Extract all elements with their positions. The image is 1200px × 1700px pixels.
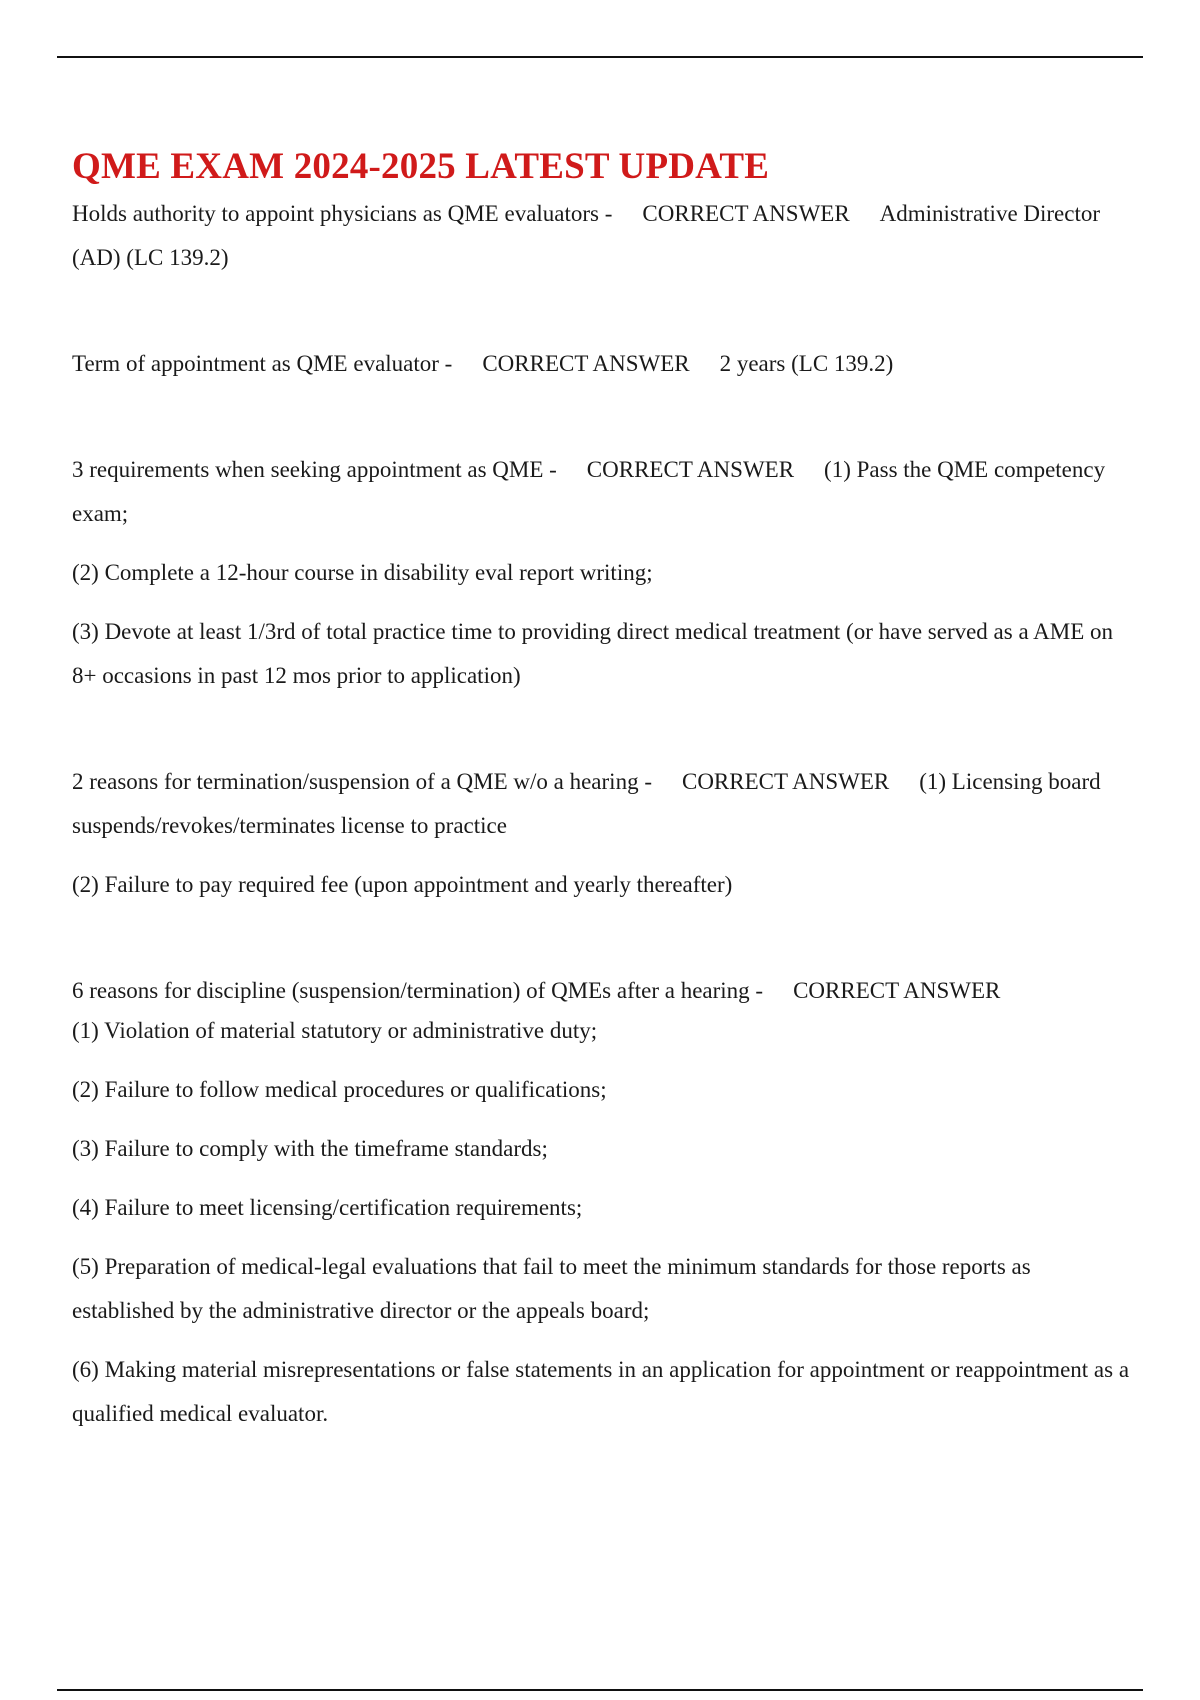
qa-paragraph: [72, 192, 1132, 280]
qa-paragraph: [72, 342, 1132, 386]
question-text: 2 reasons for termination/suspension of a QME w/o a hearing -: [72, 769, 652, 794]
answer-line: (6) Making material misrepresentations or false statements in an application for appointment or reappointment as a qualified medical evaluator.: [72, 1357, 1130, 1426]
correct-answer-marker: CORRECT ANSWER: [793, 978, 1001, 1003]
qa-item-4: [72, 760, 1132, 907]
correct-answer-marker: CORRECT ANSWER: [482, 351, 690, 376]
correct-answer-marker: CORRECT ANSWER: [681, 769, 890, 794]
answer-text: (1) Pass the QME competency exam;: [72, 457, 1106, 526]
answer-text: 2 years (LC 139.2): [719, 351, 894, 376]
qa-item-1: [72, 192, 1132, 280]
question-text: Term of appointment as QME evaluator -: [72, 351, 453, 376]
correct-answer-marker: CORRECT ANSWER: [586, 457, 795, 482]
answer-line: (3) Devote at least 1/3rd of total practice time to providing direct medical treatment (or have served as a AME on 8+ occasions in past 12 mos prior to application): [72, 619, 1114, 688]
qa-paragraph: [72, 448, 1132, 536]
qa-paragraph: [72, 760, 1132, 848]
question-text: 6 reasons for discipline (suspension/termination) of QMEs after a hearing -: [72, 978, 764, 1003]
qa-paragraph: [72, 969, 1132, 1013]
page-title: QME EXAM 2024-2025 LATEST UPDATE: [72, 146, 770, 187]
answer-line: (2) Complete a 12-hour course in disability eval report writing;: [72, 560, 653, 585]
correct-answer-marker: CORRECT ANSWER: [642, 201, 850, 226]
answer-line: (4) Failure to meet licensing/certification requirements;: [72, 1195, 583, 1220]
answer-line: (1) Violation of material statutory or administrative duty;: [72, 1018, 598, 1043]
answer-line: (3) Failure to comply with the timeframe standards;: [72, 1136, 548, 1161]
document-body: [72, 146, 1132, 1436]
qa-item-2: [72, 342, 1132, 386]
answer-line: (2) Failure to follow medical procedures or qualifications;: [72, 1077, 607, 1102]
bottom-divider: [57, 1689, 1143, 1691]
answer-text: Administrative Director (AD) (LC 139.2): [72, 201, 1101, 270]
top-divider: [57, 56, 1143, 58]
qa-item-3: [72, 448, 1132, 698]
answer-line: (5) Preparation of medical-legal evaluations that fail to meet the minimum standards for those reports as established by the administrative director or the appeals board;: [72, 1254, 1031, 1323]
qa-item-5: [72, 969, 1132, 1436]
question-text: Holds authority to appoint physicians as QME evaluators -: [72, 201, 613, 226]
answer-text: (1) Licensing board suspends/revokes/terminates license to practice: [72, 769, 1101, 838]
answer-line: (2) Failure to pay required fee (upon appointment and yearly thereafter): [72, 872, 733, 897]
question-text: 3 requirements when seeking appointment as QME -: [72, 457, 557, 482]
